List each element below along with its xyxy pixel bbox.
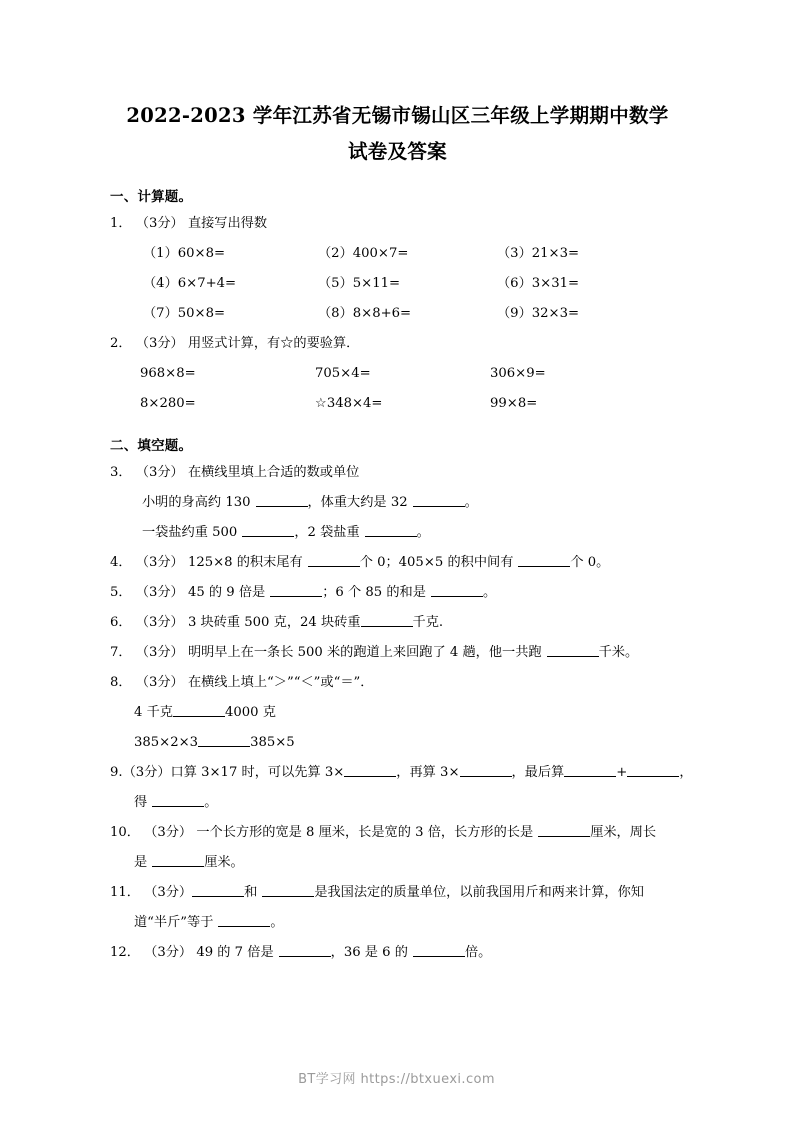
question-1-row-2 xyxy=(110,269,685,299)
question-9-number: 9. xyxy=(110,765,123,780)
question-12-number: 12． xyxy=(110,945,140,960)
question-2-prompt: 用竖式计算，有☆的要验算． xyxy=(187,336,360,351)
question-1-item-1: （1）60×8= xyxy=(143,246,226,261)
question-7-text-a: 明明早上在一条长 500 米的跑道上来回跑了 4 趟，他一共跑 xyxy=(187,645,542,660)
question-12-text-a: 49 的 7 倍是 xyxy=(196,945,274,960)
question-7 xyxy=(110,638,685,668)
question-11-text-d: 。 xyxy=(270,915,284,930)
question-10-blank-1[interactable] xyxy=(538,823,590,837)
question-9-text-b: ，再算 3× xyxy=(396,765,460,780)
question-7-blank-1[interactable] xyxy=(547,643,599,657)
question-5-text-a: 45 的 9 倍是 xyxy=(187,585,266,600)
question-9-points: （3分） xyxy=(122,765,171,780)
question-1-item-3: （3）21×3= xyxy=(497,246,580,261)
question-5 xyxy=(110,578,685,608)
footer-watermark: BT学习网 https://btxuexi.com xyxy=(298,1072,495,1087)
question-4-number: 4． xyxy=(110,555,132,570)
page-title xyxy=(110,98,685,170)
question-4-text-c: 个 0。 xyxy=(570,555,610,570)
question-1-item-9: （9）32×3= xyxy=(497,306,580,321)
question-6-points: （3分） xyxy=(135,615,184,630)
question-9-text-g: 。 xyxy=(204,795,218,810)
question-1-item-2: （2）400×7= xyxy=(318,246,409,261)
question-11-text-a: 和 xyxy=(244,885,258,900)
question-4-text-b: 个 0；405×5 的积中间有 xyxy=(359,555,514,570)
question-3-points: （3分） xyxy=(135,465,184,480)
question-9-blank-5[interactable] xyxy=(152,793,204,807)
section-heading-fill-in-blank: 二、填空题。 xyxy=(110,438,193,454)
question-4-text-a: 125×8 的积末尾有 xyxy=(187,555,303,570)
question-3-line-1-text-b: ，体重大约是 32 xyxy=(307,495,408,510)
question-3 xyxy=(110,458,685,488)
question-3-line-2-text-b: ，2 袋盐重 xyxy=(294,525,360,540)
question-3-prompt: 在横线里填上合适的数或单位 xyxy=(187,465,360,480)
question-2-item-2: 705×4= xyxy=(315,366,371,381)
question-8-line-2 xyxy=(110,728,685,758)
question-1-row-1 xyxy=(110,239,685,269)
question-9-line-2 xyxy=(110,788,685,818)
question-7-number: 7． xyxy=(110,645,132,660)
question-2 xyxy=(110,329,685,359)
title-line-1: 2022-2023 学年江苏省无锡市锡山区三年级上学期期中数学 xyxy=(126,104,669,127)
question-3-blank-1[interactable] xyxy=(256,493,308,507)
question-4-blank-2[interactable] xyxy=(518,553,570,567)
question-8-points: （3分） xyxy=(135,675,184,690)
question-2-number: 2． xyxy=(110,336,132,351)
question-2-item-5: ☆348×4= xyxy=(315,396,383,411)
question-11-text-c: 道“半斤”等于 xyxy=(134,915,214,930)
question-12-blank-2[interactable] xyxy=(413,943,465,957)
question-5-blank-2[interactable] xyxy=(431,583,483,597)
question-10-text-c: 是 xyxy=(134,855,148,870)
question-7-text-b: 千米。 xyxy=(598,645,639,660)
question-9-blank-2[interactable] xyxy=(460,763,512,777)
question-2-item-1: 968×8= xyxy=(140,366,196,381)
question-9-blank-3[interactable] xyxy=(564,763,616,777)
question-8-line-2-text-a: 385×2×3 xyxy=(134,735,199,750)
question-3-number: 3． xyxy=(110,465,132,480)
question-1-item-8: （8）8×8+6= xyxy=(318,306,412,321)
title-line-2: 试卷及答案 xyxy=(347,140,447,163)
question-12 xyxy=(110,938,685,968)
question-1-row-3 xyxy=(110,299,685,329)
question-5-text-c: 。 xyxy=(482,585,497,600)
question-11-points: （3分） xyxy=(144,885,193,900)
question-8-line-1-text-a: 4 千克 xyxy=(134,705,173,720)
question-10-text-b: 厘米，周长 xyxy=(590,825,657,840)
question-3-blank-3[interactable] xyxy=(242,523,294,537)
question-9-text-c: ，最后算 xyxy=(511,765,565,780)
question-12-blank-1[interactable] xyxy=(279,943,331,957)
question-4-points: （3分） xyxy=(135,555,184,570)
question-3-line-1 xyxy=(110,488,685,518)
question-6-text-b: 千克. xyxy=(412,615,444,630)
question-3-blank-4[interactable] xyxy=(365,523,417,537)
question-8-line-1 xyxy=(110,698,685,728)
question-12-text-b: ，36 是 6 的 xyxy=(330,945,408,960)
question-3-line-1-text-a: 小明的身高约 130 xyxy=(142,495,251,510)
question-11-blank-1[interactable] xyxy=(192,883,244,897)
question-6-number: 6． xyxy=(110,615,132,630)
question-1-item-7: （7）50×8= xyxy=(143,306,226,321)
question-8 xyxy=(110,668,685,698)
section-heading-calculation: 一、计算题。 xyxy=(110,189,193,205)
question-10-text-d: 厘米。 xyxy=(204,855,244,870)
question-6 xyxy=(110,608,685,638)
question-10-line-2 xyxy=(110,848,685,878)
question-3-blank-2[interactable] xyxy=(413,493,465,507)
question-5-text-b: ；6 个 85 的和是 xyxy=(322,585,426,600)
question-3-line-2-text-a: 一袋盐约重 500 xyxy=(142,525,238,540)
question-5-points: （3分） xyxy=(135,585,184,600)
question-3-line-1-text-c: 。 xyxy=(464,495,478,510)
question-12-points: （3分） xyxy=(144,945,193,960)
question-9-blank-4[interactable] xyxy=(627,763,679,777)
question-3-line-2 xyxy=(110,518,685,548)
question-2-row-2 xyxy=(110,389,685,419)
question-1-number: 1． xyxy=(110,216,132,231)
question-8-line-2-text-b: 385×5 xyxy=(250,735,295,750)
question-2-item-6: 99×8= xyxy=(490,396,538,411)
question-11 xyxy=(110,878,685,908)
question-1-item-6: （6）3×31= xyxy=(497,276,580,291)
question-5-number: 5． xyxy=(110,585,132,600)
question-4-blank-1[interactable] xyxy=(308,553,360,567)
question-7-points: （3分） xyxy=(135,645,184,660)
question-9-text-a: 口算 3×17 时，可以先算 3× xyxy=(170,765,345,780)
question-9-blank-1[interactable] xyxy=(344,763,396,777)
question-1 xyxy=(110,209,685,239)
question-11-blank-2[interactable] xyxy=(262,883,314,897)
question-2-item-4: 8×280= xyxy=(140,396,196,411)
question-10-points: （3分） xyxy=(144,825,193,840)
question-1-points: （3分） xyxy=(135,216,184,231)
question-1-prompt: 直接写出得数 xyxy=(187,216,268,231)
question-8-prompt: 在横线上填上“＞”“＜”或“＝”． xyxy=(187,675,374,690)
question-10 xyxy=(110,818,685,848)
question-10-blank-2[interactable] xyxy=(152,853,204,867)
question-2-item-3: 306×9= xyxy=(490,366,546,381)
question-9-text-e: ， xyxy=(679,765,693,780)
question-6-blank-1[interactable] xyxy=(361,613,413,627)
question-9-text-d: + xyxy=(616,765,628,780)
question-12-text-c: 倍。 xyxy=(464,945,492,960)
question-10-text-a: 一个长方形的宽是 8 厘米，长是宽的 3 倍，长方形的长是 xyxy=(196,825,534,840)
question-11-blank-3[interactable] xyxy=(218,913,270,927)
question-8-number: 8． xyxy=(110,675,132,690)
question-3-line-2-text-c: 。 xyxy=(416,525,430,540)
question-8-line-1-text-b: 4000 克 xyxy=(224,705,276,720)
question-6-text-a: 3 块砖重 500 克，24 块砖重 xyxy=(187,615,361,630)
question-1-item-4: （4）6×7+4= xyxy=(143,276,237,291)
question-1-item-5: （5）5×11= xyxy=(318,276,401,291)
question-8-blank-2[interactable] xyxy=(198,733,250,747)
question-2-row-1 xyxy=(110,359,685,389)
question-5-blank-1[interactable] xyxy=(270,583,322,597)
question-9-text-f: 得 xyxy=(134,795,148,810)
question-11-number: 11． xyxy=(110,885,140,900)
question-2-points: （3分） xyxy=(135,336,184,351)
question-4 xyxy=(110,548,685,578)
question-10-number: 10． xyxy=(110,825,140,840)
question-11-text-b: 是我国法定的质量单位，以前我国用斤和两来计算，你知 xyxy=(314,885,644,900)
question-9 xyxy=(110,758,693,788)
document-body xyxy=(110,98,693,968)
question-11-line-2 xyxy=(110,908,685,938)
question-8-blank-1[interactable] xyxy=(173,703,225,717)
